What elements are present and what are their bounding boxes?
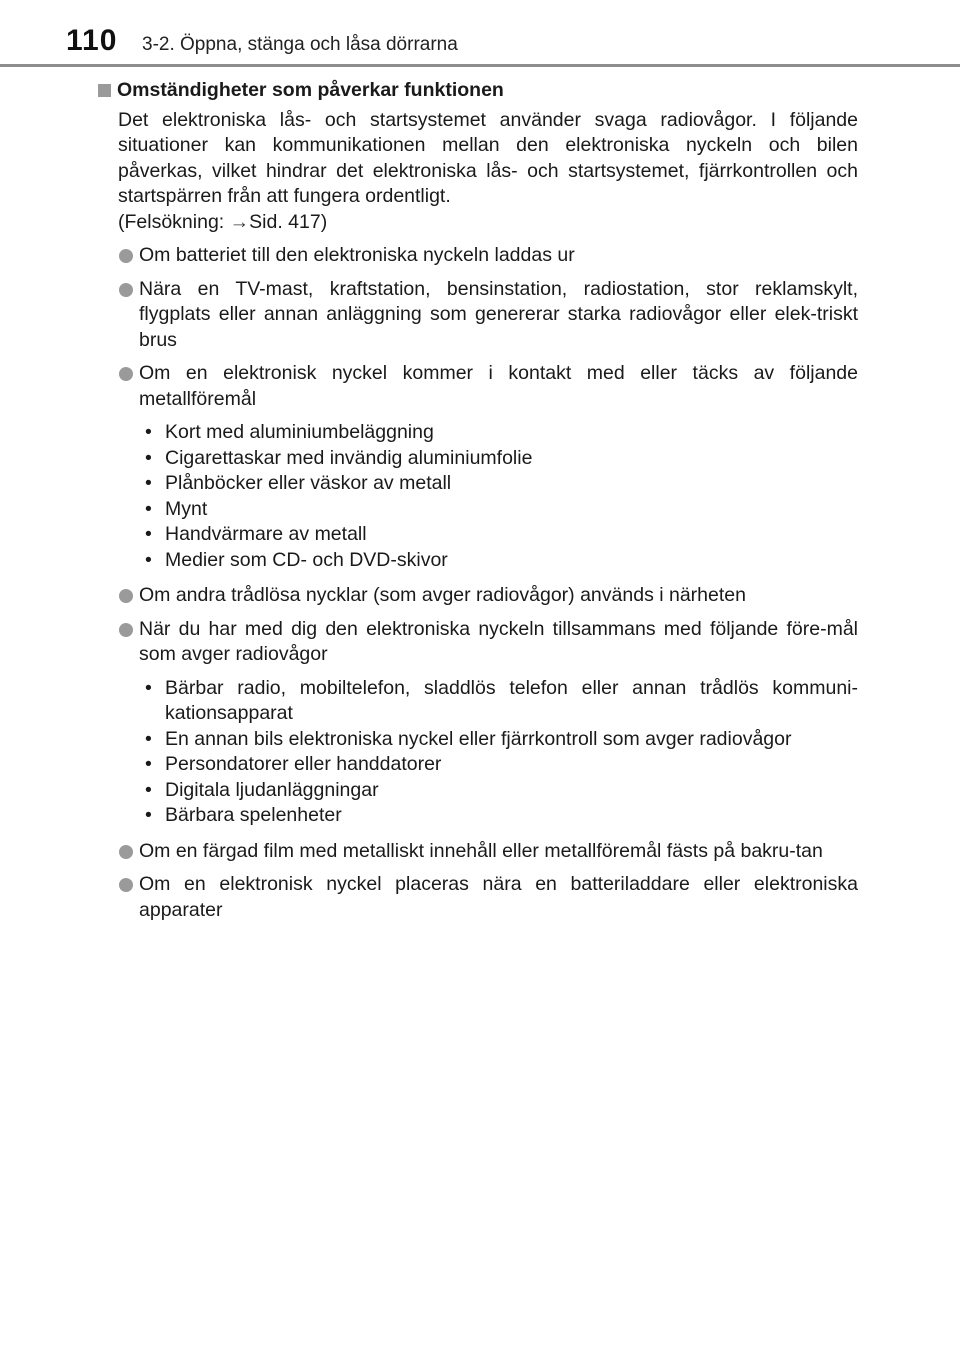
sublist-item	[139, 522, 858, 548]
dot-bullet-icon: •	[145, 676, 152, 699]
list-item	[118, 872, 858, 923]
metal-object-sublist	[139, 420, 858, 573]
list-item	[118, 277, 858, 354]
list-item-text: Nära en TV-mast, kraftstation, bensinstation, radiostation, stor reklamskylt, flygplats eller annan anläggning som genererar starka radiovågor eller elek-triskt brus	[139, 277, 858, 351]
list-item-text: Om en färgad film med metalliskt innehåll eller metallföremål fästs på bakru-tan	[139, 839, 823, 862]
dot-bullet-icon: •	[145, 421, 152, 443]
dot-bullet-icon: •	[145, 446, 152, 469]
round-bullet-icon	[119, 878, 133, 892]
dot-bullet-icon: •	[145, 523, 152, 545]
dot-bullet-icon: •	[145, 472, 152, 494]
sublist-item	[139, 752, 858, 778]
list-item	[118, 839, 858, 865]
sublist-item	[139, 803, 858, 829]
dot-bullet-icon: •	[145, 753, 152, 775]
sublist-item-text: Plånböcker eller väskor av metall	[165, 472, 452, 494]
arrow-right-icon: →	[229, 210, 250, 233]
round-bullet-icon	[119, 623, 133, 637]
list-item	[118, 243, 858, 269]
round-bullet-icon	[119, 589, 133, 603]
sublist-item-text: Persondatorer eller handdatorer	[165, 753, 442, 775]
dot-bullet-icon: •	[145, 497, 152, 520]
sublist-item-text: Handvärmare av metall	[165, 523, 367, 545]
sublist-item-text: Medier som CD- och DVD-skivor	[165, 548, 448, 571]
list-item-text: Om andra trådlösa nycklar (som avger radiovågor) används i närheten	[139, 584, 746, 606]
sublist-item	[139, 548, 858, 574]
dot-bullet-icon: •	[145, 804, 152, 826]
condition-list	[118, 243, 858, 923]
list-item	[118, 617, 858, 831]
list-item-text: Om batteriet till den elektroniska nyckeln laddas ur	[139, 244, 575, 266]
dot-bullet-icon: •	[145, 778, 152, 801]
sublist-item	[139, 497, 858, 523]
sublist-item	[139, 420, 858, 446]
page-reference[interactable]	[118, 211, 327, 233]
sublist-item-text: Bärbar radio, mobiltelefon, sladdlös telefon eller annan trådlös kommuni-kationsapparat	[165, 676, 858, 724]
page-header	[0, 0, 960, 66]
list-item-text: Om en elektronisk nyckel placeras nära en batteriladdare eller elektroniska apparater	[139, 873, 858, 921]
round-bullet-icon	[119, 845, 133, 859]
round-bullet-icon	[119, 367, 133, 381]
section-intro	[118, 108, 858, 236]
ref-text: Sid. 417)	[249, 210, 328, 233]
list-item	[118, 583, 858, 609]
ref-prefix: (Felsökning:	[118, 210, 230, 233]
page-content	[98, 78, 858, 931]
list-item	[118, 361, 858, 575]
sublist-item	[139, 727, 858, 753]
sublist-item-text: En annan bils elektroniska nyckel eller fjärrkontroll som avger radiovågor	[165, 727, 792, 750]
sublist-item	[139, 471, 858, 497]
list-item-text: Om en elektronisk nyckel kommer i kontakt med eller täcks av följande metallföremål	[139, 362, 858, 410]
sublist-item-text: Digitala ljudanläggningar	[165, 778, 379, 801]
sublist-item	[139, 778, 858, 804]
sublist-item-text: Mynt	[165, 497, 208, 520]
radio-object-sublist	[139, 676, 858, 829]
section-heading-text: Omständigheter som påverkar funktionen	[117, 79, 504, 101]
sublist-item-text: Kort med aluminiumbeläggning	[165, 421, 434, 443]
round-bullet-icon	[119, 249, 133, 263]
chapter-title: 3-2. Öppna, stänga och låsa dörrarna	[142, 34, 458, 55]
intro-text: Det elektroniska lås- och startsystemet använder svaga radiovågor. I följande situationer kan kommunikationen mellan den elektroniska nyckeln och bilen påverkas, vilket hindrar det elektroniska lås- och startsystemet, fjärrkontrollen och startspärren från att fungera ordentligt.	[118, 108, 858, 207]
section-heading	[98, 78, 858, 104]
page-number: 110	[66, 24, 118, 57]
sublist-item-text: Bärbara spelenheter	[165, 804, 342, 826]
dot-bullet-icon: •	[145, 548, 152, 571]
list-item-text: När du har med dig den elektroniska nyckeln tillsammans med följande före-mål som avger radiovågor	[139, 617, 858, 665]
sublist-item	[139, 676, 858, 727]
dot-bullet-icon: •	[145, 727, 152, 750]
sublist-item-text: Cigarettaskar med invändig aluminiumfolie	[165, 446, 533, 469]
square-bullet-icon	[98, 84, 111, 97]
round-bullet-icon	[119, 283, 133, 297]
sublist-item	[139, 446, 858, 472]
header-rule	[0, 64, 960, 67]
